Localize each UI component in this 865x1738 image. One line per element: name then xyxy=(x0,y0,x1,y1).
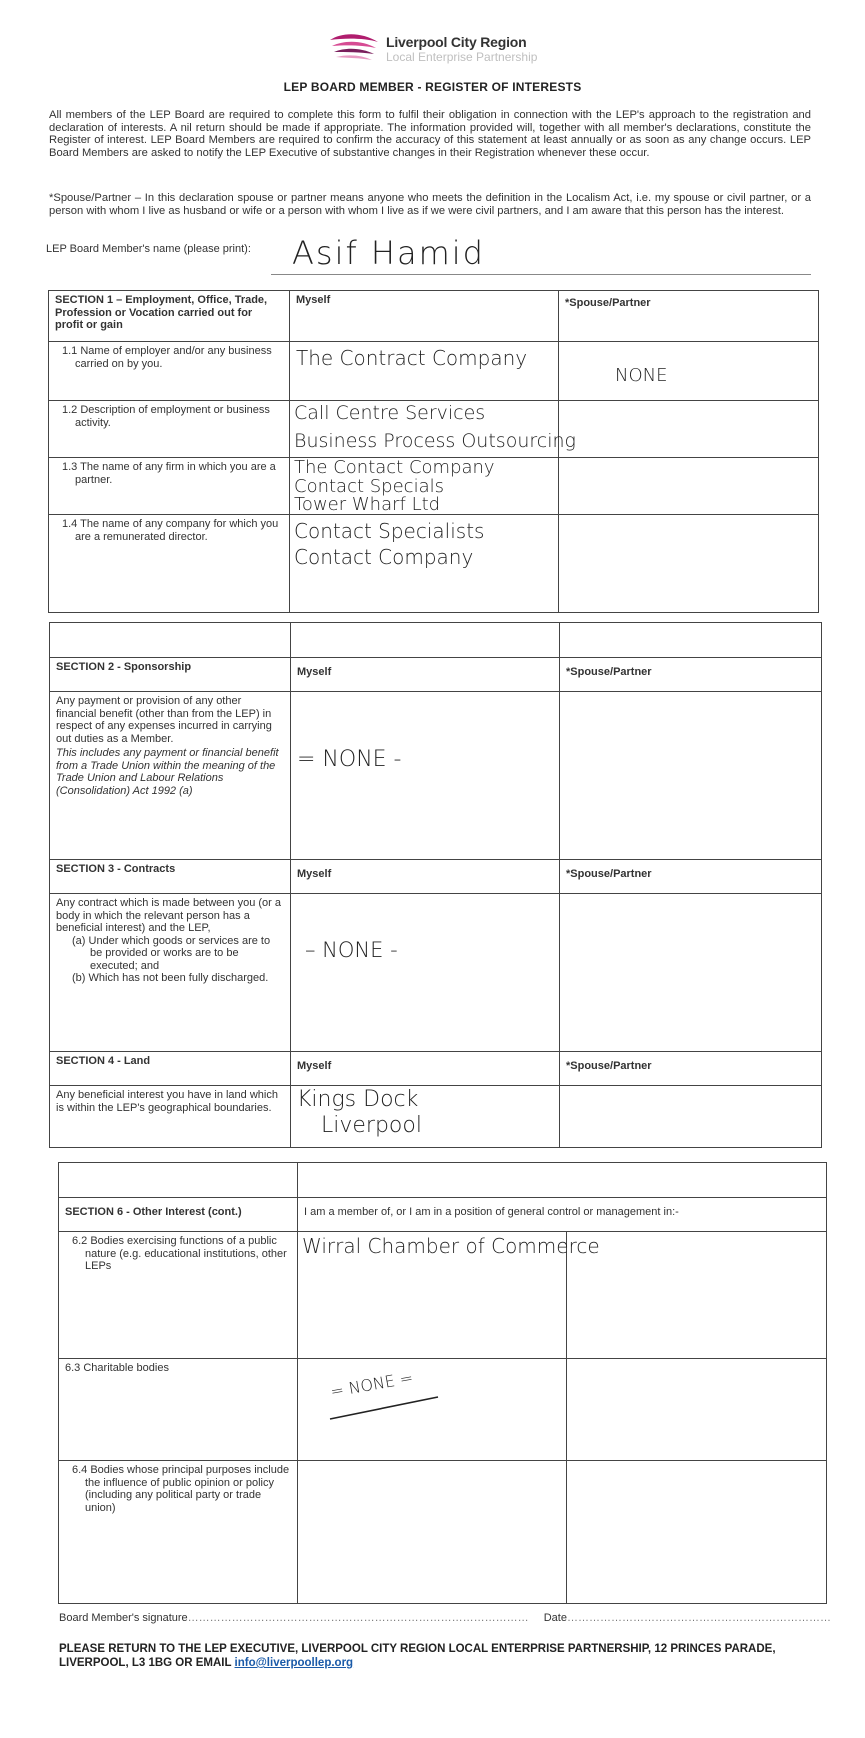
section1-row-label: 1.4 The name of any company for which you are a remunerated director. xyxy=(49,515,290,613)
section6-other-cell[interactable] xyxy=(567,1359,827,1461)
section1-row-label: 1.1 Name of employer and/or any business carried on by you. xyxy=(49,342,290,401)
signature-line: Board Member's signature………………………………………………………………………………… Date……………………………………………………………… xyxy=(59,1612,831,1624)
section1-myself-value: The Contract Company xyxy=(296,346,528,370)
section3-col-myself: Myself xyxy=(291,860,560,894)
member-name-label: LEP Board Member's name (please print): xyxy=(46,243,251,255)
page-title: LEP BOARD MEMBER - REGISTER OF INTERESTS xyxy=(283,80,582,94)
lep-logo-swoosh-icon xyxy=(328,32,384,66)
section6-subheader: I am a member of, or I am in a position of general control or management in:- xyxy=(298,1198,827,1232)
section1-spouse-cell[interactable] xyxy=(559,515,819,613)
section2-text: Any payment or provision of any other financial benefit (other than from the LEP) in respect of any expenses incurred in carrying out duties as a Member. xyxy=(56,695,272,745)
logo-text-primary: Liverpool City Region xyxy=(386,34,527,50)
section1-col-myself: Myself xyxy=(290,291,559,342)
section2-myself-cell[interactable] xyxy=(291,692,560,860)
section6-table xyxy=(58,1162,827,1604)
date-label: Date xyxy=(543,1612,567,1624)
section6-row-label: 6.4 Bodies whose principal purposes include the influence of public opinion or policy (including any political party or trade union) xyxy=(59,1461,298,1604)
section2-spouse-cell[interactable] xyxy=(560,692,822,860)
section6-myself-cell[interactable] xyxy=(298,1359,567,1461)
section1-row-label: 1.3 The name of any firm in which you are a partner. xyxy=(49,458,290,515)
section6-myself-cell[interactable] xyxy=(298,1232,600,1359)
section1-myself-cell[interactable] xyxy=(290,515,559,613)
section4-myself-value: Liverpool xyxy=(321,1113,422,1138)
section3-col-spouse: *Spouse/Partner xyxy=(560,860,822,894)
section1-spouse-cell[interactable] xyxy=(559,401,819,458)
section2-4-table xyxy=(49,622,822,1148)
section1-myself-value: Contact Specialists xyxy=(294,519,485,543)
section1-myself-value: Business Process Outsourcing xyxy=(294,430,576,452)
section1-col-spouse: *Spouse/Partner xyxy=(559,291,819,342)
lep-logo xyxy=(328,30,538,70)
section2-description xyxy=(50,692,291,860)
section3-description xyxy=(50,894,291,1052)
blank-cell xyxy=(560,623,822,658)
member-name-underline xyxy=(271,274,811,275)
section1-myself-value: The Contact Company xyxy=(294,457,495,478)
section4-spouse-cell[interactable] xyxy=(560,1086,822,1148)
section2-myself-value: = NONE - xyxy=(297,747,402,772)
section1-spouse-cell[interactable] xyxy=(559,458,819,515)
blank-cell xyxy=(50,623,291,658)
section1-myself-cell[interactable] xyxy=(290,342,559,401)
section6-myself-cell[interactable] xyxy=(298,1461,567,1604)
signature-label: Board Member's signature xyxy=(59,1612,188,1624)
section4-myself-value: Kings Dock xyxy=(297,1087,419,1112)
section1-table xyxy=(48,290,819,613)
blank-cell xyxy=(298,1163,827,1198)
section3-spouse-cell[interactable] xyxy=(560,894,822,1052)
section3-myself-cell[interactable] xyxy=(291,894,560,1052)
section1-myself-value: Call Centre Services xyxy=(294,402,486,424)
blank-cell xyxy=(291,623,560,658)
section1-myself-value: Contact Company xyxy=(294,545,474,569)
blank-cell xyxy=(59,1163,298,1198)
section1-myself-value: Tower Wharf Ltd xyxy=(294,494,441,515)
section1-myself-value: Contact Specials xyxy=(294,476,444,497)
section6-other-cell[interactable] xyxy=(567,1232,827,1359)
section4-header: SECTION 4 - Land xyxy=(50,1052,291,1086)
section1-myself-cell[interactable] xyxy=(290,401,576,458)
section3-myself-value: – NONE - xyxy=(305,938,398,962)
section4-col-spouse: *Spouse/Partner xyxy=(560,1052,822,1086)
section6-myself-value: = NONE = xyxy=(328,1367,415,1402)
section4-description: Any beneficial interest you have in land which is within the LEP's geographical boundaries. xyxy=(50,1086,291,1148)
intro-paragraph: All members of the LEP Board are required to complete this form to fulfil their obligation in connection with the LEP's approach to the registration and declaration of interests. A nil return should be made if appropriate. The information provided will, together with all member's declarations, constitute the Register of interest. LEP Board Members are required to confirm the accuracy of this statement at least annually or as soon as any change occurs. LEP Board Members are asked to notify the LEP Executive of substantive changes in their Registration whenever these occur. xyxy=(49,109,811,159)
return-instructions xyxy=(59,1642,819,1670)
section2-col-spouse: *Spouse/Partner xyxy=(560,658,822,692)
section1-spouse-cell[interactable] xyxy=(559,342,819,401)
section6-header: SECTION 6 - Other Interest (cont.) xyxy=(59,1198,298,1232)
underline-stroke-icon xyxy=(328,1393,448,1423)
section1-header: SECTION 1 – Employment, Office, Trade, Profession or Vocation carried out for profit or gain xyxy=(49,291,290,342)
section6-row-label: 6.3 Charitable bodies xyxy=(59,1359,298,1461)
section1-myself-cell[interactable] xyxy=(290,458,559,515)
logo-text-secondary: Local Enterprise Partnership xyxy=(386,50,538,64)
section2-col-myself: Myself xyxy=(291,658,560,692)
email-link[interactable]: info@liverpoollep.org xyxy=(234,1657,354,1669)
section6-other-cell[interactable] xyxy=(567,1461,827,1604)
section6-myself-value: Wirral Chamber of Commerce xyxy=(302,1234,600,1258)
section3-item-a: (a) Under which goods or services are to be provided or works are to be executed; and xyxy=(72,934,271,972)
section1-spouse-value: NONE xyxy=(615,365,668,386)
section2-header: SECTION 2 - Sponsorship xyxy=(50,658,291,692)
section4-myself-cell[interactable] xyxy=(291,1086,560,1148)
member-name-value[interactable]: Asif Hamid xyxy=(292,234,485,272)
return-text: PLEASE RETURN TO THE LEP EXECUTIVE, LIVERPOOL CITY REGION LOCAL ENTERPRISE PARTNERSHIP, 12 PRINCES PARADE, LIVERPOOL, L3 1BG OR EMAIL xyxy=(59,1643,776,1669)
section1-row-label: 1.2 Description of employment or business activity. xyxy=(49,401,290,458)
section6-row-label: 6.2 Bodies exercising functions of a public nature (e.g. educational institutions, other LEPs xyxy=(59,1232,298,1359)
section3-item-b: (b) Which has not been fully discharged. xyxy=(72,972,269,984)
section3-text: Any contract which is made between you (or a body in which the relevant person has a beneficial interest) and the LEP, xyxy=(56,897,282,934)
section2-note: This includes any payment or financial benefit from a Trade Union within the meaning of the Trade Union and Labour Relations (Consolidation) Act 1992 (a) xyxy=(56,747,279,797)
section4-col-myself: Myself xyxy=(291,1052,560,1086)
section3-header: SECTION 3 - Contracts xyxy=(50,860,291,894)
spouse-definition: *Spouse/Partner – In this declaration spouse or partner means anyone who meets the definition in the Localism Act, i.e. my spouse or civil partner, or a person with whom I live as husband or wife or a person with whom I live as if we were civil partners, and I am aware that this person has the interest. xyxy=(49,192,811,217)
